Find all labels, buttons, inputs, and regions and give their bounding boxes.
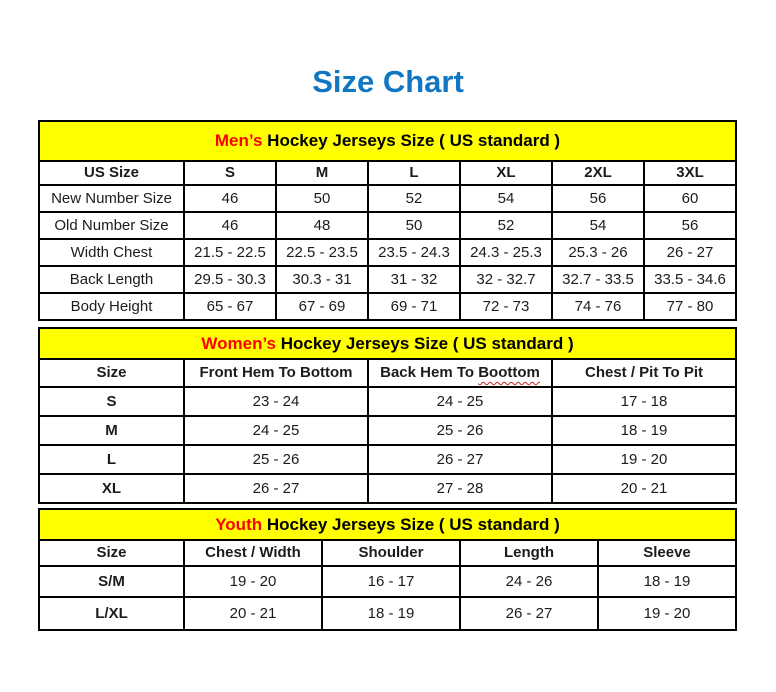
- column-header: Shoulder: [322, 540, 460, 566]
- row-label: M: [39, 416, 184, 445]
- data-cell: 29.5 - 30.3: [184, 266, 276, 293]
- data-cell: 20 - 21: [184, 597, 322, 630]
- youth-size-table: [38, 508, 737, 631]
- data-cell: 18 - 19: [552, 416, 736, 445]
- data-cell: 17 - 18: [552, 387, 736, 416]
- data-cell: 72 - 73: [460, 293, 552, 320]
- table-row: [39, 597, 736, 630]
- data-cell: 19 - 20: [552, 445, 736, 474]
- row-label: XL: [39, 474, 184, 503]
- womens-size-table: [38, 327, 737, 504]
- row-label: New Number Size: [39, 185, 184, 212]
- table-row: [39, 416, 736, 445]
- table-row: [39, 328, 736, 359]
- table-row: [39, 185, 736, 212]
- data-cell: 21.5 - 22.5: [184, 239, 276, 266]
- row-label: L: [39, 445, 184, 474]
- column-header: Length: [460, 540, 598, 566]
- table-row: [39, 293, 736, 320]
- data-cell: 16 - 17: [322, 566, 460, 597]
- column-header: M: [276, 161, 368, 185]
- data-cell: 56: [644, 212, 736, 239]
- data-cell: 56: [552, 185, 644, 212]
- data-cell: 69 - 71: [368, 293, 460, 320]
- column-header: Front Hem To Bottom: [184, 359, 368, 387]
- data-cell: 26 - 27: [644, 239, 736, 266]
- column-header: Chest / Width: [184, 540, 322, 566]
- spellcheck-squiggle-word: Boottom: [478, 364, 540, 382]
- row-label: Width Chest: [39, 239, 184, 266]
- banner-text: Hockey Jerseys Size ( US standard ): [267, 131, 561, 151]
- data-cell: 77 - 80: [644, 293, 736, 320]
- data-cell: 46: [184, 212, 276, 239]
- data-cell: 46: [184, 185, 276, 212]
- row-label: Old Number Size: [39, 212, 184, 239]
- data-cell: 25 - 26: [368, 416, 552, 445]
- column-header: 2XL: [552, 161, 644, 185]
- data-cell: 30.3 - 31: [276, 266, 368, 293]
- row-label: S/M: [39, 566, 184, 597]
- data-cell: 18 - 19: [598, 566, 736, 597]
- mens-size-table: [38, 120, 737, 321]
- data-cell: 27 - 28: [368, 474, 552, 503]
- table-row: [39, 509, 736, 540]
- data-cell: 52: [460, 212, 552, 239]
- data-cell: 18 - 19: [322, 597, 460, 630]
- row-label: Body Height: [39, 293, 184, 320]
- data-cell: 65 - 67: [184, 293, 276, 320]
- data-cell: 26 - 27: [460, 597, 598, 630]
- data-cell: 32 - 32.7: [460, 266, 552, 293]
- table-row: [39, 121, 736, 161]
- size-chart: [38, 120, 735, 631]
- data-cell: 54: [460, 185, 552, 212]
- column-header: Sleeve: [598, 540, 736, 566]
- youth-section-banner: [39, 509, 736, 540]
- table-row: [39, 212, 736, 239]
- data-cell: 20 - 21: [552, 474, 736, 503]
- data-cell: 24 - 25: [184, 416, 368, 445]
- banner-text: Hockey Jerseys Size ( US standard ): [280, 333, 574, 353]
- data-cell: 24 - 26: [460, 566, 598, 597]
- table-row: [39, 540, 736, 566]
- data-cell: 50: [276, 185, 368, 212]
- table-row: [39, 474, 736, 503]
- data-cell: 67 - 69: [276, 293, 368, 320]
- column-header: L: [368, 161, 460, 185]
- row-label: Back Length: [39, 266, 184, 293]
- banner-highlight: Youth: [215, 514, 263, 534]
- column-header: XL: [460, 161, 552, 185]
- data-cell: 31 - 32: [368, 266, 460, 293]
- column-header-text: Back Hem To: [380, 364, 475, 382]
- data-cell: 52: [368, 185, 460, 212]
- data-cell: 32.7 - 33.5: [552, 266, 644, 293]
- data-cell: 23.5 - 24.3: [368, 239, 460, 266]
- data-cell: 25.3 - 26: [552, 239, 644, 266]
- table-row: [39, 445, 736, 474]
- row-label: L/XL: [39, 597, 184, 630]
- table-row: [39, 566, 736, 597]
- data-cell: 19 - 20: [184, 566, 322, 597]
- column-header: Chest / Pit To Pit: [552, 359, 736, 387]
- data-cell: 25 - 26: [184, 445, 368, 474]
- banner-text: Hockey Jerseys Size ( US standard ): [266, 514, 560, 534]
- column-header: Size: [39, 540, 184, 566]
- table-row: [39, 161, 736, 185]
- data-cell: 26 - 27: [184, 474, 368, 503]
- data-cell: 60: [644, 185, 736, 212]
- data-cell: 48: [276, 212, 368, 239]
- data-cell: 19 - 20: [598, 597, 736, 630]
- data-cell: 22.5 - 23.5: [276, 239, 368, 266]
- mens-section-banner: [39, 121, 736, 161]
- row-label: S: [39, 387, 184, 416]
- banner-highlight: Women’s: [201, 333, 276, 353]
- page-title: Size Chart: [312, 64, 464, 99]
- data-cell: 50: [368, 212, 460, 239]
- table-row: [39, 359, 736, 387]
- data-cell: 26 - 27: [368, 445, 552, 474]
- table-row: [39, 387, 736, 416]
- column-header: 3XL: [644, 161, 736, 185]
- data-cell: 24 - 25: [368, 387, 552, 416]
- data-cell: 24.3 - 25.3: [460, 239, 552, 266]
- column-header: Size: [39, 359, 184, 387]
- banner-highlight: Men’s: [214, 131, 263, 151]
- column-header-misspelled: [368, 359, 552, 387]
- table-row: [39, 266, 736, 293]
- table-row: [39, 239, 736, 266]
- column-header: S: [184, 161, 276, 185]
- data-cell: 33.5 - 34.6: [644, 266, 736, 293]
- data-cell: 74 - 76: [552, 293, 644, 320]
- data-cell: 23 - 24: [184, 387, 368, 416]
- womens-section-banner: [39, 328, 736, 359]
- column-header: US Size: [39, 161, 184, 185]
- data-cell: 54: [552, 212, 644, 239]
